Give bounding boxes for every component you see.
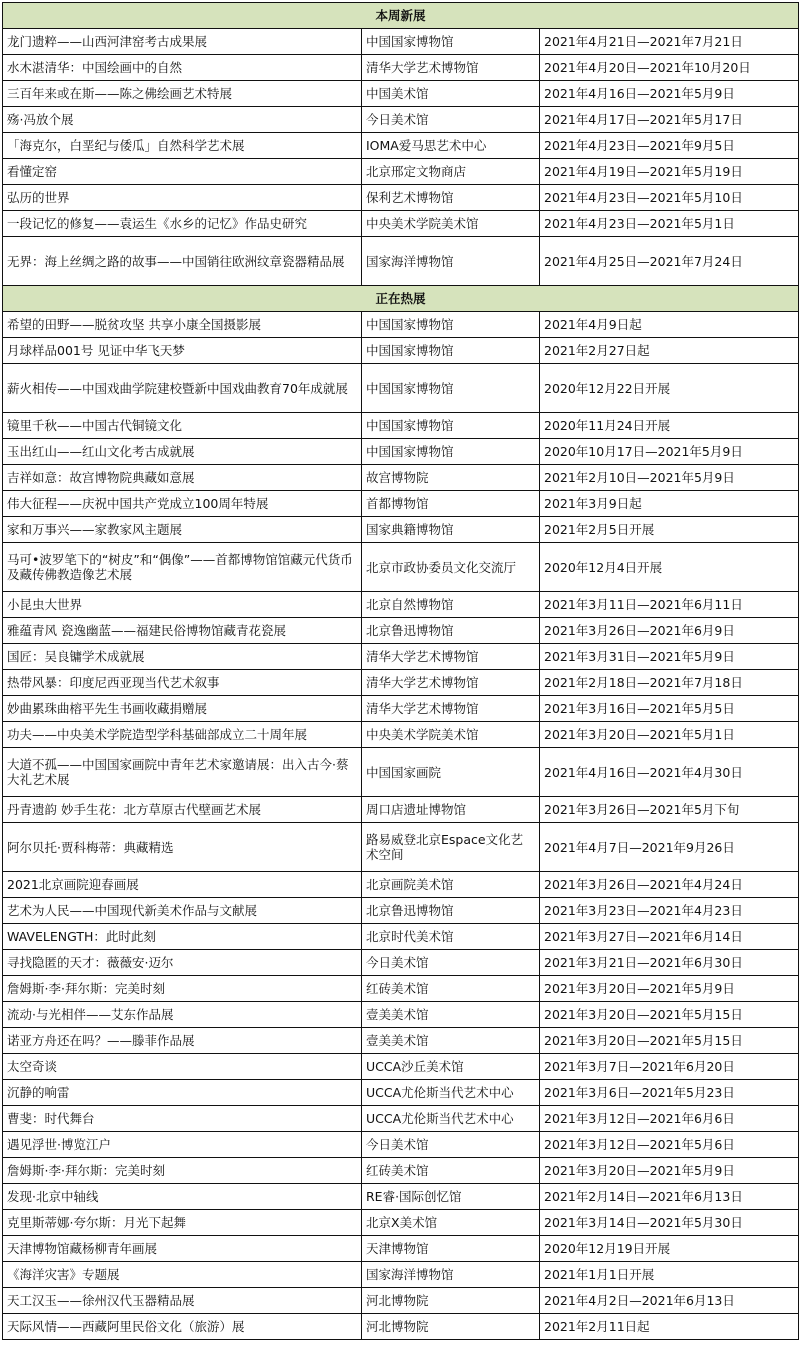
- venue-cell: 河北博物院: [362, 1288, 540, 1314]
- date-cell: 2021年4月2日—2021年6月13日: [540, 1288, 799, 1314]
- section-header-row: [3, 3, 799, 29]
- exhibition-name-cell: 家和万事兴——家教家风主题展: [3, 517, 362, 543]
- exhibition-name-cell: 无界：海上丝绸之路的故事——中国销往欧洲纹章瓷器精品展: [3, 237, 362, 286]
- exhibition-name-cell: WAVELENGTH：此时此刻: [3, 924, 362, 950]
- table-row: [3, 1002, 799, 1028]
- exhibition-name-cell: 天际风情——西藏阿里民俗文化（旅游）展: [3, 1314, 362, 1340]
- date-cell: 2021年4月20日—2021年10月20日: [540, 55, 799, 81]
- venue-cell: 北京画院美术馆: [362, 872, 540, 898]
- exhibition-name-cell: 大道不孤——中国国家画院中青年艺术家邀请展：出入古今·蔡大礼艺术展: [3, 748, 362, 797]
- exhibition-name-cell: 水木湛清华：中国绘画中的自然: [3, 55, 362, 81]
- venue-cell: 壹美美术馆: [362, 1002, 540, 1028]
- venue-cell: UCCA尤伦斯当代艺术中心: [362, 1106, 540, 1132]
- exhibition-name-cell: 寻找隐匿的天才：薇薇安·迈尔: [3, 950, 362, 976]
- table-row: [3, 413, 799, 439]
- table-row: [3, 976, 799, 1002]
- table-row: [3, 312, 799, 338]
- exhibition-name-cell: 伟大征程——庆祝中国共产党成立100周年特展: [3, 491, 362, 517]
- exhibition-name-cell: 看懂定窑: [3, 159, 362, 185]
- table-row: [3, 517, 799, 543]
- exhibition-name-cell: 月球样品001号 见证中华飞天梦: [3, 338, 362, 364]
- date-cell: 2021年3月26日—2021年5月下旬: [540, 797, 799, 823]
- table-row: [3, 1054, 799, 1080]
- date-cell: 2021年3月31日—2021年5月9日: [540, 644, 799, 670]
- date-cell: 2021年4月9日起: [540, 312, 799, 338]
- date-cell: 2021年3月23日—2021年4月23日: [540, 898, 799, 924]
- venue-cell: 首都博物馆: [362, 491, 540, 517]
- date-cell: 2021年4月21日—2021年7月21日: [540, 29, 799, 55]
- date-cell: 2021年3月20日—2021年5月9日: [540, 1158, 799, 1184]
- exhibition-name-cell: 天工汉玉——徐州汉代玉器精品展: [3, 1288, 362, 1314]
- exhibition-name-cell: 詹姆斯·李·拜尔斯：完美时刻: [3, 1158, 362, 1184]
- exhibition-name-cell: 遇见浮世·博览江户: [3, 1132, 362, 1158]
- date-cell: 2021年3月20日—2021年5月15日: [540, 1002, 799, 1028]
- venue-cell: 红砖美术馆: [362, 1158, 540, 1184]
- exhibition-name-cell: 国匠：吴良镛学术成就展: [3, 644, 362, 670]
- table-row: [3, 185, 799, 211]
- table-row: [3, 722, 799, 748]
- date-cell: 2021年3月20日—2021年5月1日: [540, 722, 799, 748]
- exhibition-name-cell: 沉静的响雷: [3, 1080, 362, 1106]
- venue-cell: 今日美术馆: [362, 107, 540, 133]
- venue-cell: 壹美美术馆: [362, 1028, 540, 1054]
- venue-cell: 国家海洋博物馆: [362, 1262, 540, 1288]
- date-cell: 2021年3月12日—2021年6月6日: [540, 1106, 799, 1132]
- table-row: [3, 670, 799, 696]
- date-cell: 2021年3月12日—2021年5月6日: [540, 1132, 799, 1158]
- exhibition-name-cell: 玉出红山——红山文化考古成就展: [3, 439, 362, 465]
- exhibition-name-cell: 太空奇谈: [3, 1054, 362, 1080]
- date-cell: 2020年12月4日开展: [540, 543, 799, 592]
- venue-cell: 北京鲁迅博物馆: [362, 898, 540, 924]
- table-row: [3, 81, 799, 107]
- table-row: [3, 55, 799, 81]
- date-cell: 2020年11月24日开展: [540, 413, 799, 439]
- section-header-row: [3, 286, 799, 312]
- date-cell: 2021年2月10日—2021年5月9日: [540, 465, 799, 491]
- exhibition-name-cell: 2021北京画院迎春画展: [3, 872, 362, 898]
- venue-cell: 北京市政协委员文化交流厅: [362, 543, 540, 592]
- date-cell: 2021年3月27日—2021年6月14日: [540, 924, 799, 950]
- date-cell: 2021年3月16日—2021年5月5日: [540, 696, 799, 722]
- table-row: [3, 1210, 799, 1236]
- table-row: [3, 1184, 799, 1210]
- venue-cell: 中国国家博物馆: [362, 338, 540, 364]
- exhibition-name-cell: 天津博物馆藏杨柳青年画展: [3, 1236, 362, 1262]
- section-title: 正在热展: [3, 286, 799, 312]
- date-cell: 2021年2月14日—2021年6月13日: [540, 1184, 799, 1210]
- venue-cell: 中国国家博物馆: [362, 312, 540, 338]
- table-row: [3, 950, 799, 976]
- exhibition-name-cell: 丹青遗韵 妙手生花：北方草原古代壁画艺术展: [3, 797, 362, 823]
- table-row: [3, 1158, 799, 1184]
- table-row: [3, 1028, 799, 1054]
- date-cell: 2021年4月25日—2021年7月24日: [540, 237, 799, 286]
- section-title: 本周新展: [3, 3, 799, 29]
- date-cell: 2021年3月21日—2021年6月30日: [540, 950, 799, 976]
- date-cell: 2021年4月16日—2021年4月30日: [540, 748, 799, 797]
- venue-cell: 中央美术学院美术馆: [362, 211, 540, 237]
- venue-cell: IOMA爱马思艺术中心: [362, 133, 540, 159]
- venue-cell: 保利艺术博物馆: [362, 185, 540, 211]
- venue-cell: 北京自然博物馆: [362, 592, 540, 618]
- date-cell: 2020年12月19日开展: [540, 1236, 799, 1262]
- exhibition-name-cell: 曹斐：时代舞台: [3, 1106, 362, 1132]
- table-row: [3, 159, 799, 185]
- date-cell: 2021年3月20日—2021年5月15日: [540, 1028, 799, 1054]
- date-cell: 2021年3月7日—2021年6月20日: [540, 1054, 799, 1080]
- exhibition-name-cell: 艺术为人民——中国现代新美术作品与文献展: [3, 898, 362, 924]
- table-row: [3, 592, 799, 618]
- date-cell: 2021年3月26日—2021年4月24日: [540, 872, 799, 898]
- table-row: [3, 1236, 799, 1262]
- date-cell: 2021年2月11日起: [540, 1314, 799, 1340]
- table-row: [3, 543, 799, 592]
- table-row: [3, 1288, 799, 1314]
- exhibition-name-cell: 克里斯蒂娜·夸尔斯：月光下起舞: [3, 1210, 362, 1236]
- date-cell: 2021年4月17日—2021年5月17日: [540, 107, 799, 133]
- date-cell: 2021年3月26日—2021年6月9日: [540, 618, 799, 644]
- table-row: [3, 211, 799, 237]
- venue-cell: 中国国家博物馆: [362, 439, 540, 465]
- venue-cell: 中央美术学院美术馆: [362, 722, 540, 748]
- table-row: [3, 237, 799, 286]
- table-row: [3, 797, 799, 823]
- date-cell: 2021年2月18日—2021年7月18日: [540, 670, 799, 696]
- exhibition-name-cell: 一段记忆的修复——袁运生《水乡的记忆》作品史研究: [3, 211, 362, 237]
- exhibition-name-cell: 三百年来或在斯——陈之佛绘画艺术特展: [3, 81, 362, 107]
- table-row: [3, 364, 799, 413]
- date-cell: 2020年12月22日开展: [540, 364, 799, 413]
- date-cell: 2021年4月23日—2021年9月5日: [540, 133, 799, 159]
- table-row: [3, 898, 799, 924]
- table-row: [3, 133, 799, 159]
- date-cell: 2021年3月20日—2021年5月9日: [540, 976, 799, 1002]
- table-row: [3, 338, 799, 364]
- date-cell: 2021年3月9日起: [540, 491, 799, 517]
- venue-cell: 北京X美术馆: [362, 1210, 540, 1236]
- table-row: [3, 1080, 799, 1106]
- exhibition-name-cell: 阿尔贝托·贾科梅蒂：典藏精选: [3, 823, 362, 872]
- date-cell: 2021年2月27日起: [540, 338, 799, 364]
- venue-cell: 河北博物院: [362, 1314, 540, 1340]
- date-cell: 2021年4月7日—2021年9月26日: [540, 823, 799, 872]
- exhibition-name-cell: 殇·冯放个展: [3, 107, 362, 133]
- venue-cell: 天津博物馆: [362, 1236, 540, 1262]
- venue-cell: UCCA尤伦斯当代艺术中心: [362, 1080, 540, 1106]
- table-row: [3, 1132, 799, 1158]
- exhibition-name-cell: 弘历的世界: [3, 185, 362, 211]
- table-row: [3, 1314, 799, 1340]
- date-cell: 2021年1月1日开展: [540, 1262, 799, 1288]
- venue-cell: 今日美术馆: [362, 950, 540, 976]
- exhibition-name-cell: 镜里千秋——中国古代铜镜文化: [3, 413, 362, 439]
- table-row: [3, 1262, 799, 1288]
- date-cell: 2021年2月5日开展: [540, 517, 799, 543]
- venue-cell: RE睿·国际创忆馆: [362, 1184, 540, 1210]
- exhibition-name-cell: 希望的田野——脱贫攻坚 共享小康全国摄影展: [3, 312, 362, 338]
- exhibition-name-cell: 吉祥如意：故宫博物院典藏如意展: [3, 465, 362, 491]
- venue-cell: 路易威登北京Espace文化艺术空间: [362, 823, 540, 872]
- venue-cell: 清华大学艺术博物馆: [362, 696, 540, 722]
- venue-cell: UCCA沙丘美术馆: [362, 1054, 540, 1080]
- exhibition-name-cell: 诺亚方舟还在吗？——滕菲作品展: [3, 1028, 362, 1054]
- venue-cell: 中国国家博物馆: [362, 413, 540, 439]
- date-cell: 2021年4月23日—2021年5月1日: [540, 211, 799, 237]
- table-row: [3, 465, 799, 491]
- exhibition-name-cell: 热带风暴：印度尼西亚现当代艺术叙事: [3, 670, 362, 696]
- date-cell: 2021年4月16日—2021年5月9日: [540, 81, 799, 107]
- exhibition-name-cell: 功夫——中央美术学院造型学科基础部成立二十周年展: [3, 722, 362, 748]
- date-cell: 2021年3月14日—2021年5月30日: [540, 1210, 799, 1236]
- table-row: [3, 1106, 799, 1132]
- venue-cell: 北京时代美术馆: [362, 924, 540, 950]
- venue-cell: 今日美术馆: [362, 1132, 540, 1158]
- venue-cell: 故宫博物院: [362, 465, 540, 491]
- venue-cell: 北京邢定文物商店: [362, 159, 540, 185]
- exhibition-name-cell: 发现·北京中轴线: [3, 1184, 362, 1210]
- table-row: [3, 618, 799, 644]
- table-row: [3, 748, 799, 797]
- date-cell: 2021年3月6日—2021年5月23日: [540, 1080, 799, 1106]
- venue-cell: 清华大学艺术博物馆: [362, 644, 540, 670]
- date-cell: 2021年3月11日—2021年6月11日: [540, 592, 799, 618]
- date-cell: 2021年4月19日—2021年5月19日: [540, 159, 799, 185]
- venue-cell: 清华大学艺术博物馆: [362, 670, 540, 696]
- venue-cell: 国家典籍博物馆: [362, 517, 540, 543]
- exhibition-name-cell: 《海洋灾害》专题展: [3, 1262, 362, 1288]
- venue-cell: 中国国家博物馆: [362, 364, 540, 413]
- table-row: [3, 696, 799, 722]
- exhibition-name-cell: 妙曲累珠曲榕平先生书画收藏捐赠展: [3, 696, 362, 722]
- exhibition-name-cell: 小昆虫大世界: [3, 592, 362, 618]
- exhibition-name-cell: 马可•波罗笔下的“树皮”和“偶像”——首都博物馆馆藏元代货币及藏传佛教造像艺术展: [3, 543, 362, 592]
- venue-cell: 中国美术馆: [362, 81, 540, 107]
- table-row: [3, 107, 799, 133]
- exhibition-name-cell: 流动·与光相伴——艾东作品展: [3, 1002, 362, 1028]
- table-row: [3, 491, 799, 517]
- venue-cell: 周口店遗址博物馆: [362, 797, 540, 823]
- venue-cell: 中国国家画院: [362, 748, 540, 797]
- date-cell: 2021年4月23日—2021年5月10日: [540, 185, 799, 211]
- table-row: [3, 29, 799, 55]
- venue-cell: 北京鲁迅博物馆: [362, 618, 540, 644]
- table-row: [3, 872, 799, 898]
- table-row: [3, 924, 799, 950]
- exhibition-name-cell: 雅蕴青风 瓷逸幽蓝——福建民俗博物馆藏青花瓷展: [3, 618, 362, 644]
- exhibition-table: [2, 2, 799, 1340]
- table-row: [3, 823, 799, 872]
- date-cell: 2020年10月17日—2021年5月9日: [540, 439, 799, 465]
- venue-cell: 国家海洋博物馆: [362, 237, 540, 286]
- exhibition-name-cell: 「海克尔，白垩纪与倭瓜」自然科学艺术展: [3, 133, 362, 159]
- exhibition-table-body: [3, 3, 799, 1340]
- venue-cell: 红砖美术馆: [362, 976, 540, 1002]
- table-row: [3, 439, 799, 465]
- table-row: [3, 644, 799, 670]
- exhibition-name-cell: 薪火相传——中国戏曲学院建校暨新中国戏曲教育70年成就展: [3, 364, 362, 413]
- venue-cell: 中国国家博物馆: [362, 29, 540, 55]
- exhibition-name-cell: 詹姆斯·李·拜尔斯：完美时刻: [3, 976, 362, 1002]
- exhibition-name-cell: 龙门遗粹——山西河津窑考古成果展: [3, 29, 362, 55]
- venue-cell: 清华大学艺术博物馆: [362, 55, 540, 81]
